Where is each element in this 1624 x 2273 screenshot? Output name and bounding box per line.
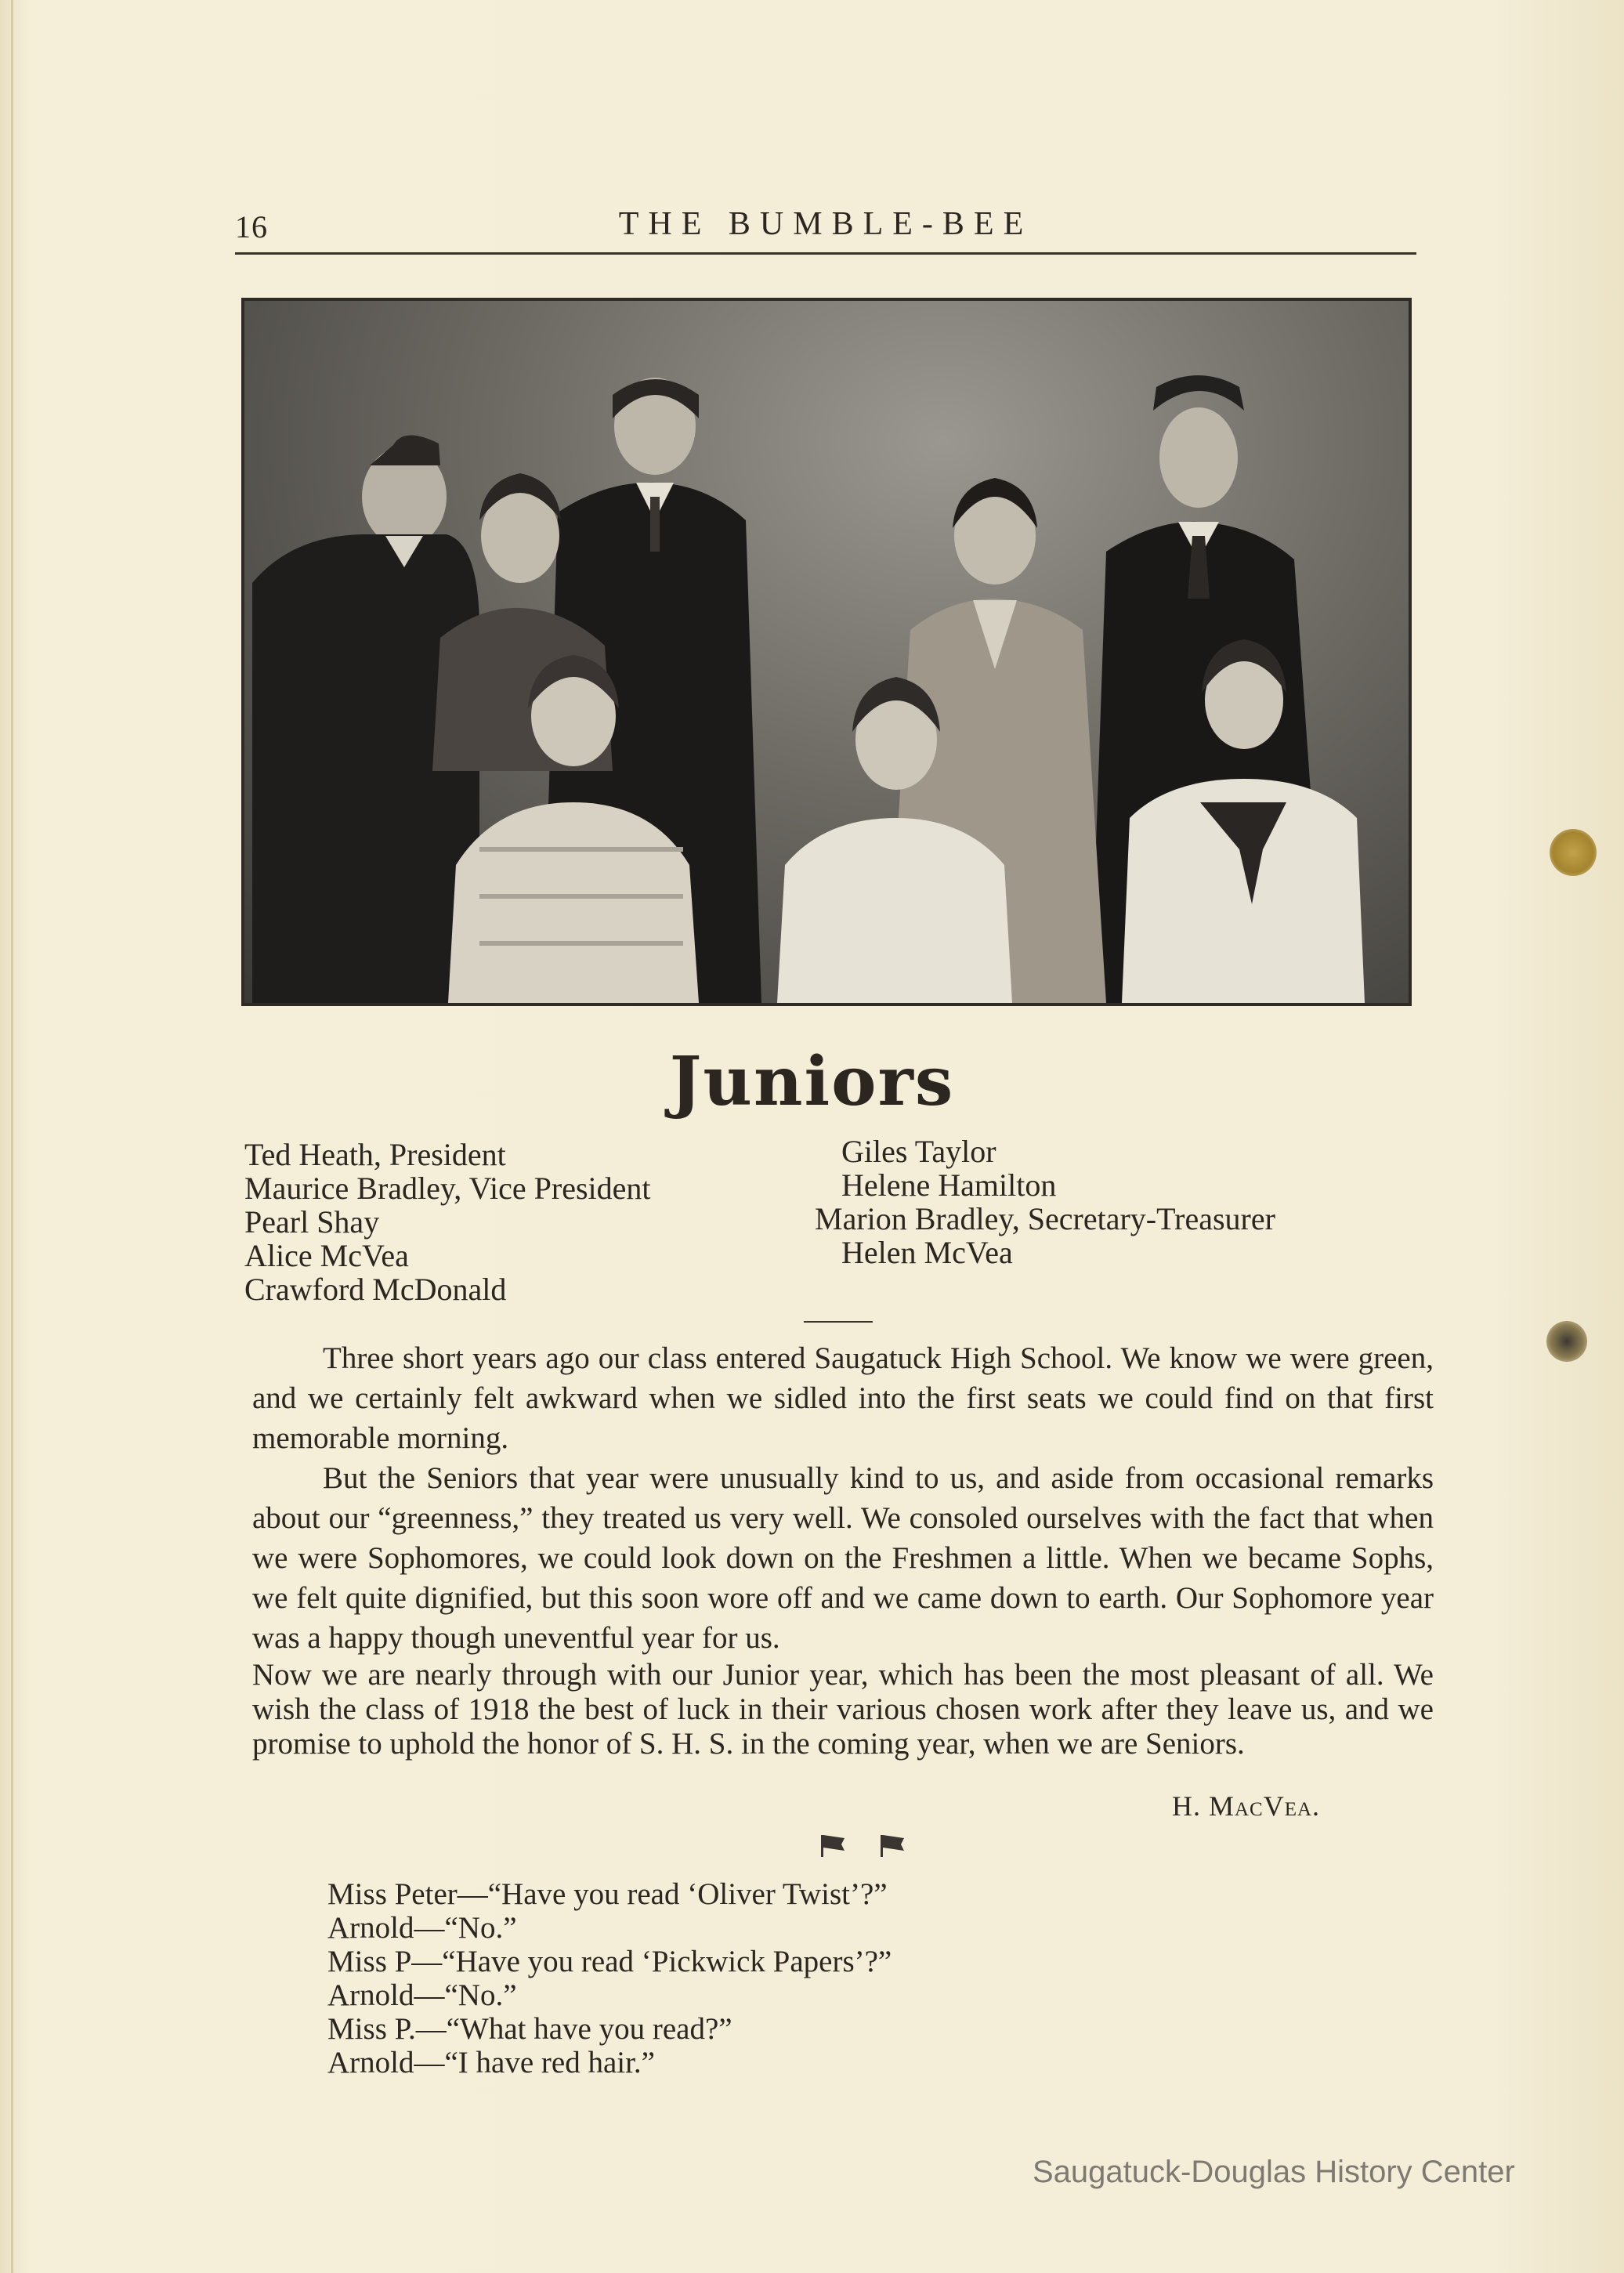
essay-paragraph: Three short years ago our class entered Saugatuck High School. We know we were green, and we certainly felt awkward when we sidled into the first seats we could find on that first memorable morning. xyxy=(252,1341,1434,1455)
roster-entry: Giles Taylor xyxy=(841,1134,996,1169)
binding-hole xyxy=(1546,1321,1587,1362)
flag-icon xyxy=(821,1835,845,1857)
roster-entry: Ted Heath, President xyxy=(244,1137,506,1172)
roster-entry: Crawford McDonald xyxy=(244,1272,507,1307)
dialogue-line: Miss P—“Have you read ‘Pickwick Papers’?” xyxy=(327,1945,892,1978)
running-header xyxy=(235,205,1416,255)
section-title: Juniors xyxy=(669,1042,955,1121)
roster-entry: Maurice Bradley, Vice President xyxy=(244,1171,651,1206)
dialogue-line: Arnold—“No.” xyxy=(327,1978,517,2012)
dialogue-line: Arnold—“No.” xyxy=(327,1911,517,1945)
class-photo-figures xyxy=(244,301,1409,1003)
archive-watermark: Saugatuck-Douglas History Center xyxy=(1033,2155,1515,2189)
class-photo xyxy=(241,298,1412,1006)
page-number: 16 xyxy=(235,209,268,244)
roster-right-column xyxy=(815,1135,1275,1269)
roster-entry: Marion Bradley, Secretary-Treasurer xyxy=(815,1201,1275,1236)
roster-left-column xyxy=(244,1138,651,1306)
roster-entry: Alice McVea xyxy=(244,1238,409,1273)
dialogue-line: Miss P.—“What have you read?” xyxy=(327,2012,732,2046)
essay-paragraph: Now we are nearly through with our Junior year, which has been the most pleasant of all. We wish the class of 1918 the best of luck in their various chosen work after they leave us, and we promise to uphold the honor of S. H. S. in the coming year, when we are Seniors. xyxy=(252,1658,1434,1761)
flag-ornaments xyxy=(818,1832,912,1859)
roster-entry: Helen McVea xyxy=(841,1235,1013,1270)
flag-icon xyxy=(881,1835,904,1857)
class-essay xyxy=(252,1338,1434,1761)
roster-entry: Pearl Shay xyxy=(244,1204,380,1240)
page-edge xyxy=(11,0,13,2273)
essay-paragraph: But the Seniors that year were unusually kind to us, and aside from occasional remarks about our “greenness,” they treated us very well. We consoled ourselves with the fact that when we were Sophomores, we could look down on the Freshmen a little. When we became Sophs, we felt quite dignified, but this soon wore off and we came down to earth. Our Sophomore year was a happy though uneventful year for us. xyxy=(252,1461,1434,1655)
dialogue-line: Miss Peter—“Have you read ‘Oliver Twist’?” xyxy=(327,1877,888,1911)
dialogue-line: Arnold—“I have red hair.” xyxy=(327,2046,655,2079)
binding-hole xyxy=(1550,829,1597,876)
joke-dialogue xyxy=(327,1877,892,2079)
section-divider xyxy=(804,1321,873,1323)
essay-signature: H. MacVea. xyxy=(1172,1790,1321,1822)
publication-title: THE BUMBLE-BEE xyxy=(618,206,1033,242)
roster-entry: Helene Hamilton xyxy=(841,1167,1057,1203)
